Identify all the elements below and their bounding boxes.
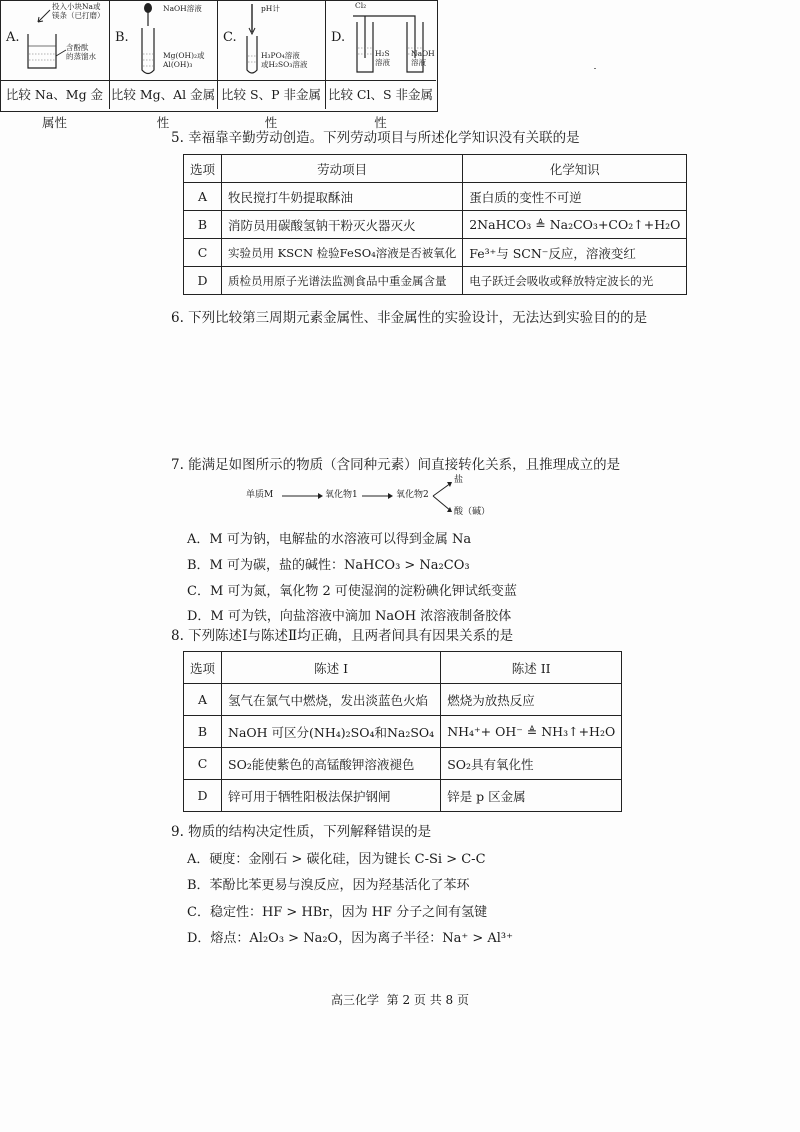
table-row (184, 748, 622, 780)
q6-c-note: pH计 (261, 4, 280, 13)
q5-table (183, 154, 687, 295)
q5-stem: 5. 幸福靠辛勤劳动创造。下列劳动项目与所述化学知识没有关联的是 (171, 130, 580, 146)
q7-scheme-down: 酸（碱） (454, 507, 491, 517)
q6-d-note: 溶液 (375, 58, 390, 67)
q7-option-c: C．M 可为氮，氧化物 2 可使湿润的淀粉碘化钾试纸变蓝 (187, 584, 517, 599)
q7-arrows (246, 476, 476, 520)
q8-option-letter: C (184, 748, 222, 780)
q5-knowledge-cell: Fe³⁺与 SCN⁻反应，溶液变红 (463, 239, 687, 267)
q6-a-note: 的蒸馏水 (66, 52, 96, 61)
q6-d-note: H₂S (375, 49, 390, 58)
q9-option-d: D．熔点：Al₂O₃ > Na₂O，因为离子半径：Na⁺ > Al³⁺ (187, 931, 513, 946)
q6-experiment-panel (0, 0, 438, 130)
q8-option-letter: A (184, 684, 222, 716)
q6-panel-b-letter: B. (115, 30, 129, 45)
q9-option-a: A．硬度：金刚石 > 碳化硅，因为键长 C-Si > C-C (187, 852, 486, 867)
q7-scheme (246, 475, 491, 520)
q6-d-note: NaOH (411, 49, 435, 58)
q6-panel-c (217, 0, 326, 80)
q8-statement-2-cell: 锌是 p 区金属 (441, 780, 622, 812)
q7-scheme-end: 氧化物2 (396, 490, 429, 500)
q5-header-project: 劳动项目 (222, 155, 463, 183)
q7-option-b: B．M 可为碳，盐的碱性：NaHCO₃ > Na₂CO₃ (187, 558, 470, 573)
q8-table (183, 651, 622, 812)
q6-panel-c-letter: C. (223, 30, 237, 45)
q7-stem: 7. 能满足如图所示的物质（含同种元素）间直接转化关系，且推理成立的是 (171, 457, 621, 473)
q7-option-a: A．M 可为钠，电解盐的水溶液可以得到金属 Na (187, 532, 472, 547)
q6-label-c: 比较 S、P 非金属性 (217, 80, 326, 109)
q9-option-c: C．稳定性：HF > HBr，因为 HF 分子之间有氢键 (187, 905, 488, 920)
q5-project-cell: 消防员用碳酸氢钠干粉灭火器灭火 (222, 211, 463, 239)
table-row (184, 183, 687, 211)
q6-c-note: H₃PO₄溶液 (261, 51, 300, 60)
q8-statement-2-cell: SO₂具有氧化性 (441, 748, 622, 780)
q8-statement-1-cell: NaOH 可区分(NH₄)₂SO₄和Na₂SO₄ (222, 716, 441, 748)
q6-panel-b (109, 0, 218, 80)
table-row (184, 239, 687, 267)
q8-header-statement-2: 陈述 II (441, 652, 622, 684)
q8-statement-2-cell: 燃烧为放热反应 (441, 684, 622, 716)
q8-option-letter: B (184, 716, 222, 748)
q8-header-option: 选项 (184, 652, 222, 684)
q5-option-letter: B (184, 211, 222, 239)
ph-meter-icon (241, 2, 263, 78)
table-row (184, 267, 687, 295)
q6-panel-d-letter: D. (331, 30, 346, 45)
q5-project-cell: 质检员用原子光谱法监测食品中重金属含量 (222, 267, 463, 295)
q7-scheme-start: 单质M (246, 490, 274, 500)
q6-panel-a (0, 0, 110, 80)
q6-d-note: Cl₂ (355, 1, 367, 10)
q6-c-note: 或H₂SO₃溶液 (261, 60, 308, 69)
q6-label-b: 比较 Mg、Al 金属性 (109, 80, 218, 109)
q8-stem: 8. 下列陈述Ⅰ与陈述Ⅱ均正确，且两者间具有因果关系的是 (171, 628, 514, 644)
beaker-icon (20, 6, 70, 78)
q6-stem: 6. 下列比较第三周期元素金属性、非金属性的实验设计，无法达到实验目的的是 (171, 310, 648, 326)
q8-statement-1-cell: 锌可用于牺牲阳极法保护钢闸 (222, 780, 441, 812)
q6-panel-a-letter: A. (6, 30, 20, 45)
q8-header-row (184, 652, 622, 684)
q8-statement-2-cell: NH₄⁺+ OH⁻ ≜ NH₃↑+H₂O (441, 716, 622, 748)
q5-knowledge-cell: 2NaHCO₃ ≜ Na₂CO₃+CO₂↑+H₂O (463, 211, 687, 239)
q5-option-letter: D (184, 267, 222, 295)
q7-scheme-mid: 氧化物1 (325, 490, 358, 500)
q7-scheme-up: 盐 (454, 475, 464, 485)
q8-statement-1-cell: 氢气在氯气中燃烧，发出淡蓝色火焰 (222, 684, 441, 716)
q5-option-letter: C (184, 239, 222, 267)
table-row (184, 684, 622, 716)
q5-project-cell: 实验员用 KSCN 检验FeSO₄溶液是否被氧化 (222, 239, 463, 267)
q6-b-note: NaOH溶液 (163, 4, 202, 13)
q5-header-row (184, 155, 687, 183)
q6-label-d: 比较 Cl、S 非金属性 (325, 80, 436, 109)
page-footer: 高三化学 第 2 页 共 8 页 (331, 993, 469, 1007)
table-row (184, 211, 687, 239)
q6-panel-d (325, 0, 436, 80)
q5-header-knowledge: 化学知识 (463, 155, 687, 183)
q5-header-option: 选项 (184, 155, 222, 183)
q6-b-note: Mg(OH)₂或 (163, 51, 205, 60)
q9-stem: 9. 物质的结构决定性质，下列解释错误的是 (171, 824, 432, 840)
table-row (184, 780, 622, 812)
gas-bubbler-icon (351, 8, 435, 78)
q9-option-b: B．苯酚比苯更易与溴反应，因为羟基活化了苯环 (187, 878, 470, 893)
q8-statement-1-cell: SO₂能使紫色的高锰酸钾溶液褪色 (222, 748, 441, 780)
dropper-test-tube-icon (135, 2, 161, 78)
q5-project-cell: 牧民搅打牛奶提取酥油 (222, 183, 463, 211)
q6-a-note: 镁条（已打磨） (52, 11, 105, 20)
table-row (184, 716, 622, 748)
q6-label-a: 比较 Na、Mg 金属性 (0, 80, 110, 109)
q6-a-note: 投入小块Na或 (52, 2, 101, 11)
q6-a-note: 含酚酞 (66, 43, 89, 52)
q8-option-letter: D (184, 780, 222, 812)
q5-option-letter: A (184, 183, 222, 211)
q7-option-d: D．M 可为铁，向盐溶液中滴加 NaOH 浓溶液制备胶体 (187, 609, 512, 624)
q6-b-note: Al(OH)₃ (163, 60, 193, 69)
scan-speck (594, 68, 596, 69)
q5-knowledge-cell: 蛋白质的变性不可逆 (463, 183, 687, 211)
q8-header-statement-1: 陈述 I (222, 652, 441, 684)
q5-knowledge-cell: 电子跃迁会吸收或释放特定波长的光 (463, 267, 687, 295)
q6-d-note: 溶液 (411, 58, 426, 67)
